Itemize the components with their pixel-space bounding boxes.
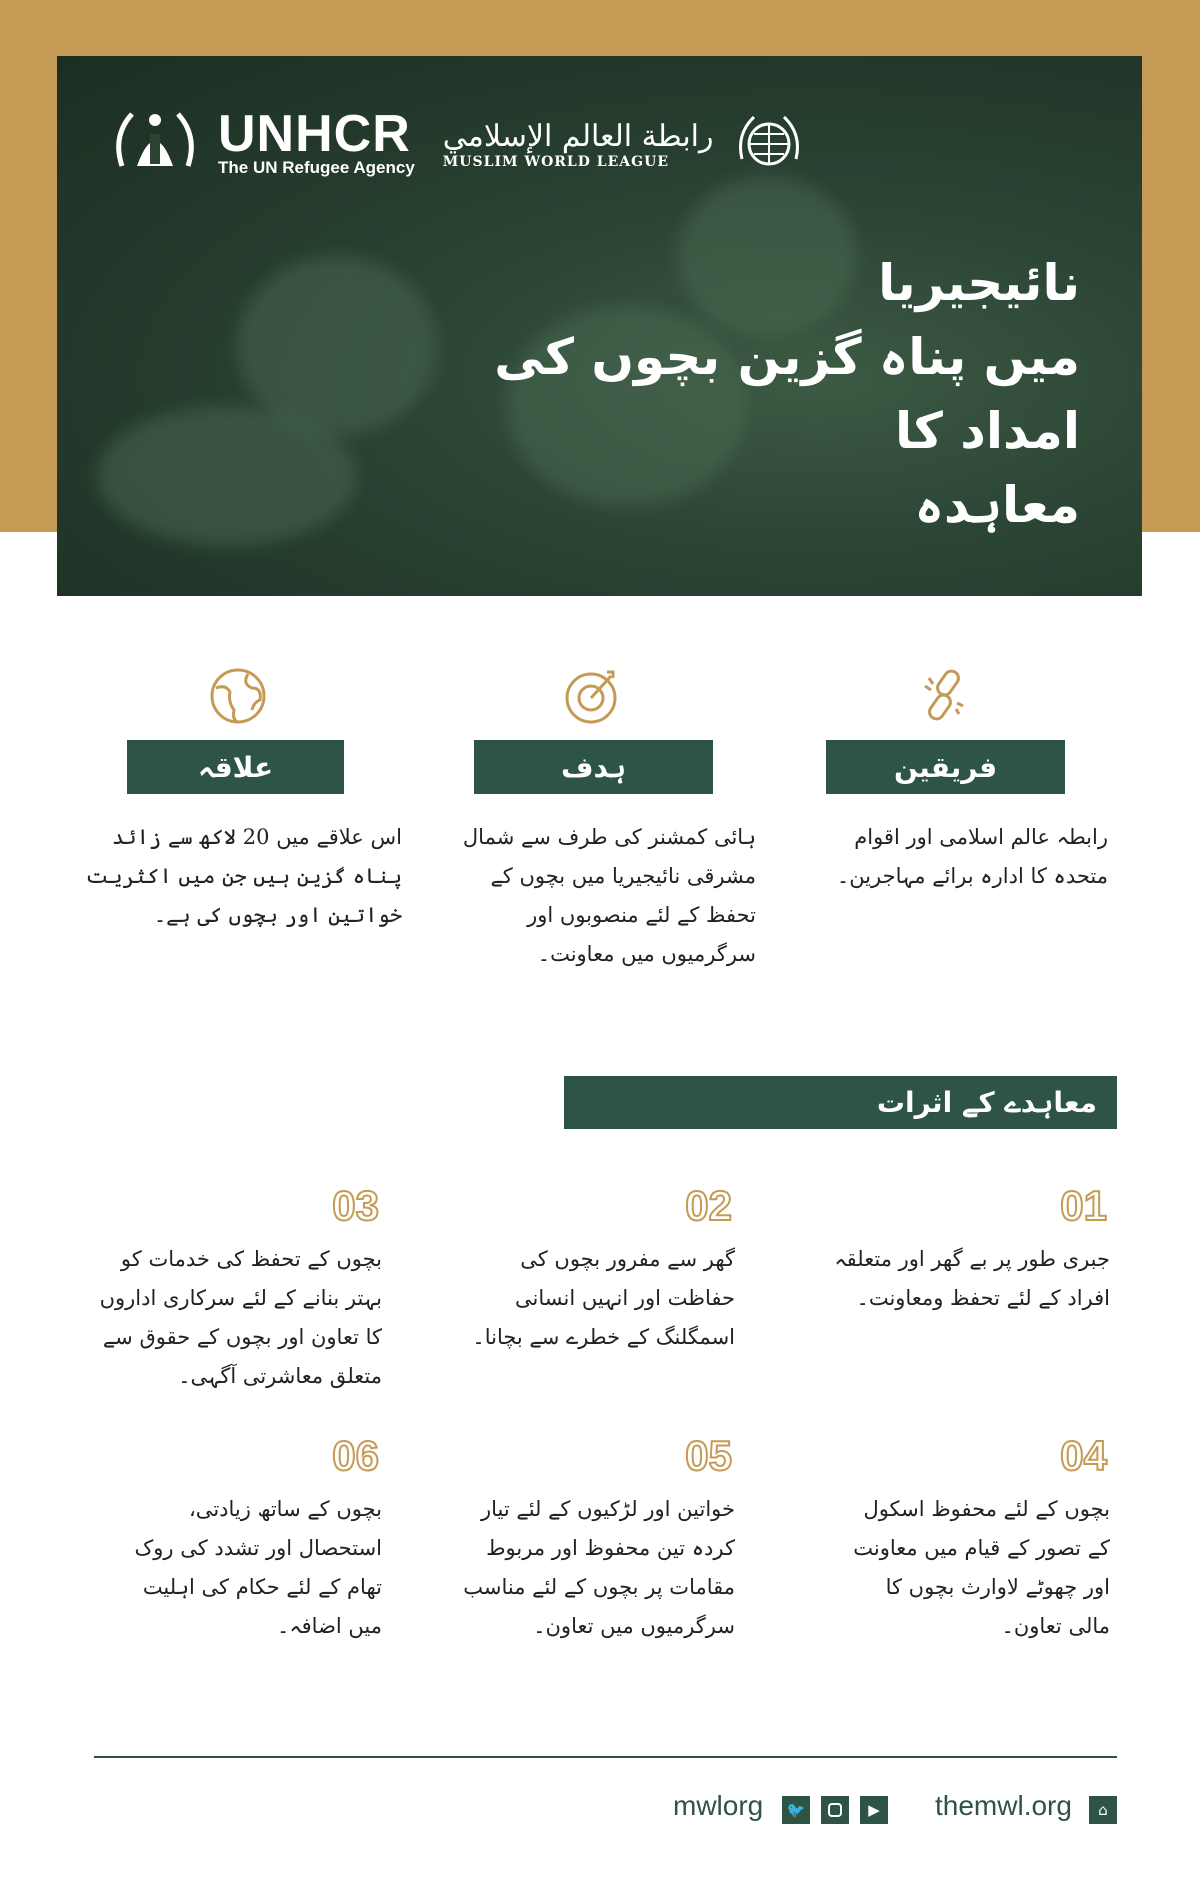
youtube-icon[interactable]: ▶ [860, 1796, 888, 1824]
unhcr-tagline: The UN Refugee Agency [218, 158, 415, 177]
impact-number: 04 [1060, 1432, 1107, 1479]
card-text-goal: ہائی کمشنر کی طرف سے شمال مشرقی نائیجیریا میں بچوں کے تحفظ کے لئے منصوبوں اور سرگرمیوں میں معاونت۔ [462, 825, 756, 966]
logos [112, 106, 804, 182]
impact-text: جبری طور پر بے گھر اور متعلقہ افراد کے لئے تحفظ ومعاونت۔ [834, 1247, 1110, 1310]
card-text-parties: رابطہ عالم اسلامی اور اقوام متحدہ کا ادارہ برائے مہاجرین۔ [836, 825, 1108, 888]
card-heading-region: علاقہ [127, 740, 344, 794]
impact-text: بچوں کے ساتھ زیادتی، استحصال اور تشدد کی روک تھام کے لئے حکام کی اہلیت میں اضافہ۔ [134, 1497, 382, 1638]
target-icon [563, 666, 623, 726]
handshake-link-icon [915, 666, 975, 726]
mwl-globe-emblem-icon [734, 109, 804, 179]
impact-number: 03 [332, 1182, 379, 1229]
impact-number: 06 [332, 1432, 379, 1479]
impact-number: 01 [1060, 1182, 1107, 1229]
instagram-icon[interactable] [821, 1796, 849, 1824]
footer-divider [94, 1756, 1117, 1758]
impact-text: خواتین اور لڑکیوں کے لئے تیار کردہ تین محفوظ اور مربوط مقامات پر بچوں کے لئے مناسب سرگرمیوں میں تعاون۔ [463, 1497, 735, 1638]
hero-photo [57, 56, 1142, 596]
mwl-english-name: MUSLIM WORLD LEAGUE [442, 153, 670, 170]
twitter-icon[interactable]: 🐦 [782, 1796, 810, 1824]
impact-text: بچوں کے لئے محفوظ اسکول کے تصور کے قیام میں معاونت اور چھوٹے لاوارث بچوں کا مالی تعاون۔ [853, 1497, 1110, 1638]
website-link[interactable]: themwl.org [935, 1790, 1072, 1821]
home-icon[interactable]: ⌂ [1089, 1796, 1117, 1824]
card-text-region: اس علاقے میں 20 لاکھ سے زائد پناہ گزین ہیں جن میں اکثریت خواتین اور بچوں کی ہے۔ [85, 825, 402, 927]
globe-icon [208, 666, 268, 726]
impacts-heading: معاہدے کے اثرات [564, 1076, 1117, 1129]
impact-number: 05 [685, 1432, 732, 1479]
hero-title: نائیجیریا میں پناہ گزین بچوں کی امداد کا معاہدہ [494, 254, 1080, 534]
impact-text: بچوں کے تحفظ کی خدمات کو بہتر بنانے کے لئے سرکاری اداروں کا تعاون اور بچوں کے حقوق سے متعلق معاشرتی آگہی۔ [99, 1247, 382, 1388]
impact-text: گھر سے مفرور بچوں کی حفاظت اور انہیں انسانی اسمگلنگ کے خطرے سے بچانا۔ [472, 1247, 735, 1349]
mwl-arabic-name: رابطة العالم الإسلامي [442, 118, 714, 154]
card-heading-parties: فریقین [826, 740, 1065, 794]
unhcr-name: UNHCR [218, 105, 411, 163]
impact-number: 02 [685, 1182, 732, 1229]
card-heading-goal: ہدف [474, 740, 713, 794]
social-handle[interactable]: mwlorg [673, 1790, 764, 1821]
unhcr-emblem-icon [112, 106, 198, 182]
